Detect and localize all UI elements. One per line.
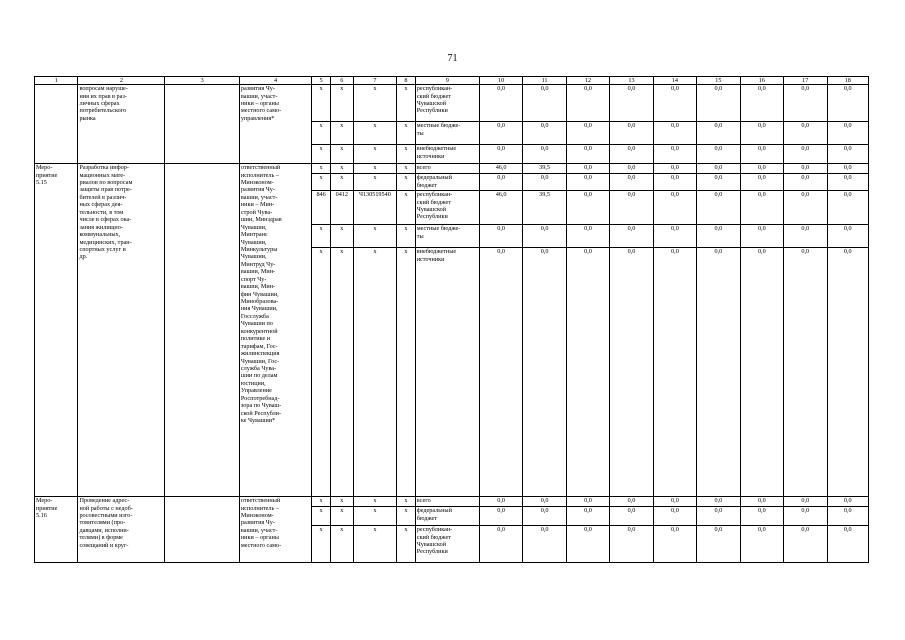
header-cell: 8 xyxy=(397,77,416,85)
value-cell: 0,0 xyxy=(740,85,783,122)
executor-cell: ответственный исполнитель – Минэконом- развития Чу- вашии, участ- ники – Мин- строй Чува- шии, Минздрав Чувашии, Минтранс Чувашии, Минкультуры Чувашии, Минтруд Чу- вашии, Мин- спорт Чу- вашии, Мин- фин Чувашии, Минобразова- ния Чувашии, Госслужба Чувашии по конкурентной политике и тарифам, Гос- жилинспекция Чувашии, Гос- служба Чува- шии по делам юстиции, Управление Роспотребнад- зора по Чуваш- ской Республи- ке Чувашии* xyxy=(239,164,311,497)
value-cell: 0,0 xyxy=(827,145,869,164)
expense-group-cell: x xyxy=(397,526,416,563)
value-cell: 0,0 xyxy=(784,145,827,164)
funding-source-cell: республикан- ский бюджет Чувашской Республики xyxy=(415,191,479,225)
target-article-cell: x xyxy=(353,85,396,122)
expense-group-cell: x xyxy=(397,174,416,191)
target-article-cell: x xyxy=(353,507,396,526)
value-cell: 0,0 xyxy=(827,191,869,225)
section-cell: x xyxy=(330,225,353,248)
target-article-cell: x xyxy=(353,164,396,174)
value-cell: 0,0 xyxy=(479,174,522,191)
value-cell: 39,5 xyxy=(523,191,566,225)
value-cell: 0,0 xyxy=(566,85,609,122)
value-cell: 0,0 xyxy=(566,191,609,225)
value-cell: 0,0 xyxy=(697,225,740,248)
value-cell: 0,0 xyxy=(566,164,609,174)
value-cell: 0,0 xyxy=(479,122,522,145)
value-cell: 0,0 xyxy=(784,85,827,122)
funding-source-cell: всего xyxy=(415,164,479,174)
expense-group-cell: x xyxy=(397,85,416,122)
col3-cell xyxy=(165,497,240,563)
value-cell: 0,0 xyxy=(566,225,609,248)
value-cell: 0,0 xyxy=(653,164,696,174)
header-cell: 13 xyxy=(610,77,653,85)
header-cell: 15 xyxy=(697,77,740,85)
value-cell: 0,0 xyxy=(566,497,609,507)
header-cell: 18 xyxy=(827,77,869,85)
value-cell: 0,0 xyxy=(479,497,522,507)
funding-source-cell: местные бюдже- ты xyxy=(415,122,479,145)
header-cell: 7 xyxy=(353,77,396,85)
value-cell: 0,0 xyxy=(697,85,740,122)
value-cell: 0,0 xyxy=(784,526,827,563)
value-cell: 0,0 xyxy=(610,122,653,145)
value-cell: 39,5 xyxy=(523,164,566,174)
measure-id-cell xyxy=(35,85,78,164)
grbs-cell: x xyxy=(312,225,331,248)
value-cell: 0,0 xyxy=(827,174,869,191)
value-cell: 0,0 xyxy=(784,191,827,225)
value-cell: 46,0 xyxy=(479,191,522,225)
table-row xyxy=(35,85,869,122)
target-article-cell: x xyxy=(353,497,396,507)
value-cell: 0,0 xyxy=(566,174,609,191)
target-article-cell: x xyxy=(353,122,396,145)
value-cell: 0,0 xyxy=(610,85,653,122)
target-article-cell: Ч130519540 xyxy=(353,191,396,225)
value-cell: 0,0 xyxy=(740,174,783,191)
header-cell: 16 xyxy=(740,77,783,85)
grbs-cell: x xyxy=(312,526,331,563)
col3-cell xyxy=(165,85,240,164)
value-cell: 0,0 xyxy=(697,145,740,164)
measure-name-cell: вопросам наруше- ния их прав в раз- личных сферах потребительского рынка xyxy=(78,85,165,164)
value-cell: 0,0 xyxy=(479,145,522,164)
value-cell: 0,0 xyxy=(784,225,827,248)
measure-name-cell: Разработка инфор- мационных мате- риалов по вопросам защиты прав потре- бителей в различ- ных сферах дея- тельности, в том числе в сферах ока- зания жилищно- коммунальных, медицинских, тран- спортных услуг и др. xyxy=(78,164,165,497)
expense-group-cell: x xyxy=(397,497,416,507)
value-cell: 0,0 xyxy=(697,174,740,191)
value-cell: 0,0 xyxy=(523,225,566,248)
expense-group-cell: x xyxy=(397,164,416,174)
value-cell: 0,0 xyxy=(784,164,827,174)
value-cell: 0,0 xyxy=(610,191,653,225)
funding-source-cell: федеральный бюджет xyxy=(415,174,479,191)
grbs-cell: x xyxy=(312,248,331,497)
target-article-cell: x xyxy=(353,225,396,248)
value-cell: 0,0 xyxy=(784,174,827,191)
value-cell: 0,0 xyxy=(566,145,609,164)
value-cell: 0,0 xyxy=(610,497,653,507)
value-cell: 0,0 xyxy=(479,248,522,497)
value-cell: 0,0 xyxy=(653,174,696,191)
section-cell: x xyxy=(330,248,353,497)
value-cell: 0,0 xyxy=(653,225,696,248)
value-cell: 0,0 xyxy=(827,164,869,174)
value-cell: 0,0 xyxy=(740,526,783,563)
header-cell: 1 xyxy=(35,77,78,85)
section-cell: x xyxy=(330,122,353,145)
value-cell: 0,0 xyxy=(653,122,696,145)
section-cell: x xyxy=(330,164,353,174)
value-cell: 0,0 xyxy=(827,225,869,248)
funding-source-cell: всего xyxy=(415,497,479,507)
value-cell: 0,0 xyxy=(697,248,740,497)
executor-cell: ответственный исполнитель – Минэконом- развития Чу- вашии, участ- ники – органы местного само- xyxy=(239,497,311,563)
header-cell: 3 xyxy=(165,77,240,85)
value-cell: 0,0 xyxy=(523,248,566,497)
value-cell: 0,0 xyxy=(566,507,609,526)
value-cell: 0,0 xyxy=(653,497,696,507)
header-cell: 5 xyxy=(312,77,331,85)
value-cell: 0,0 xyxy=(827,497,869,507)
target-article-cell: x xyxy=(353,145,396,164)
funding-source-cell: федеральный бюджет xyxy=(415,507,479,526)
value-cell: 0,0 xyxy=(740,507,783,526)
target-article-cell: x xyxy=(353,526,396,563)
value-cell: 0,0 xyxy=(697,164,740,174)
value-cell: 0,0 xyxy=(740,248,783,497)
expense-group-cell: x xyxy=(397,122,416,145)
value-cell: 0,0 xyxy=(610,248,653,497)
value-cell: 0,0 xyxy=(610,507,653,526)
funding-source-cell: республикан- ский бюджет Чувашской Республики xyxy=(415,526,479,563)
measure-id-cell: Меро- приятие 5.15 xyxy=(35,164,78,497)
table-row xyxy=(35,497,869,507)
value-cell: 0,0 xyxy=(653,507,696,526)
value-cell: 0,0 xyxy=(523,174,566,191)
grbs-cell: x xyxy=(312,122,331,145)
grbs-cell: x xyxy=(312,164,331,174)
section-cell: x xyxy=(330,174,353,191)
header-cell: 6 xyxy=(330,77,353,85)
value-cell: 0,0 xyxy=(566,526,609,563)
grbs-cell: x xyxy=(312,145,331,164)
value-cell: 0,0 xyxy=(653,145,696,164)
value-cell: 0,0 xyxy=(827,85,869,122)
measure-id-cell: Меро- приятие 5.16 xyxy=(35,497,78,563)
value-cell: 0,0 xyxy=(784,507,827,526)
funding-source-cell: республикан- ский бюджет Чувашской Республики xyxy=(415,85,479,122)
value-cell: 0,0 xyxy=(697,191,740,225)
header-cell: 17 xyxy=(784,77,827,85)
expense-group-cell: x xyxy=(397,507,416,526)
value-cell: 0,0 xyxy=(610,174,653,191)
target-article-cell: x xyxy=(353,174,396,191)
header-row xyxy=(35,77,869,85)
grbs-cell: x xyxy=(312,507,331,526)
value-cell: 0,0 xyxy=(784,497,827,507)
value-cell: 0,0 xyxy=(784,248,827,497)
funding-source-cell: внебюджетные источники xyxy=(415,248,479,497)
section-cell: x xyxy=(330,526,353,563)
grbs-cell: x xyxy=(312,85,331,122)
value-cell: 0,0 xyxy=(479,526,522,563)
section-cell: x xyxy=(330,145,353,164)
funding-source-cell: внебюджетные источники xyxy=(415,145,479,164)
value-cell: 0,0 xyxy=(610,526,653,563)
page-number: 71 xyxy=(447,53,458,64)
executor-cell: развития Чу- вашии, участ- ники – органы местного само- управления* xyxy=(239,85,311,164)
col3-cell xyxy=(165,164,240,497)
value-cell: 0,0 xyxy=(523,85,566,122)
header-cell: 14 xyxy=(653,77,696,85)
value-cell: 46,0 xyxy=(479,164,522,174)
target-article-cell: x xyxy=(353,248,396,497)
value-cell: 0,0 xyxy=(523,145,566,164)
header-cell: 2 xyxy=(78,77,165,85)
expense-group-cell: x xyxy=(397,191,416,225)
measure-name-cell: Проведение адрес- ной работы с недоб- росовестными изго- товителями (про- давцами, исполни- телями) в форме совещаний и круг- xyxy=(78,497,165,563)
header-cell: 12 xyxy=(566,77,609,85)
budget-table xyxy=(34,76,869,563)
funding-source-cell: местные бюдже- ты xyxy=(415,225,479,248)
grbs-cell: x xyxy=(312,174,331,191)
value-cell: 0,0 xyxy=(523,526,566,563)
value-cell: 0,0 xyxy=(653,248,696,497)
section-cell: 0412 xyxy=(330,191,353,225)
value-cell: 0,0 xyxy=(523,497,566,507)
expense-group-cell: x xyxy=(397,225,416,248)
value-cell: 0,0 xyxy=(784,122,827,145)
grbs-cell: x xyxy=(312,497,331,507)
header-cell: 10 xyxy=(479,77,522,85)
value-cell: 0,0 xyxy=(740,164,783,174)
value-cell: 0,0 xyxy=(653,526,696,563)
value-cell: 0,0 xyxy=(740,191,783,225)
value-cell: 0,0 xyxy=(523,507,566,526)
value-cell: 0,0 xyxy=(566,122,609,145)
value-cell: 0,0 xyxy=(697,507,740,526)
value-cell: 0,0 xyxy=(827,122,869,145)
value-cell: 0,0 xyxy=(653,191,696,225)
section-cell: x xyxy=(330,507,353,526)
value-cell: 0,0 xyxy=(523,122,566,145)
value-cell: 0,0 xyxy=(479,85,522,122)
grbs-cell: 846 xyxy=(312,191,331,225)
value-cell: 0,0 xyxy=(479,507,522,526)
value-cell: 0,0 xyxy=(610,225,653,248)
value-cell: 0,0 xyxy=(610,164,653,174)
value-cell: 0,0 xyxy=(740,122,783,145)
value-cell: 0,0 xyxy=(827,248,869,497)
section-cell: x xyxy=(330,85,353,122)
value-cell: 0,0 xyxy=(610,145,653,164)
section-cell: x xyxy=(330,497,353,507)
header-cell: 4 xyxy=(239,77,311,85)
value-cell: 0,0 xyxy=(697,526,740,563)
header-cell: 11 xyxy=(523,77,566,85)
value-cell: 0,0 xyxy=(653,85,696,122)
value-cell: 0,0 xyxy=(740,145,783,164)
value-cell: 0,0 xyxy=(697,122,740,145)
value-cell: 0,0 xyxy=(740,497,783,507)
value-cell: 0,0 xyxy=(827,526,869,563)
expense-group-cell: x xyxy=(397,145,416,164)
value-cell: 0,0 xyxy=(827,507,869,526)
expense-group-cell: x xyxy=(397,248,416,497)
value-cell: 0,0 xyxy=(697,497,740,507)
value-cell: 0,0 xyxy=(740,225,783,248)
table-row xyxy=(35,164,869,174)
value-cell: 0,0 xyxy=(566,248,609,497)
header-cell: 9 xyxy=(415,77,479,85)
value-cell: 0,0 xyxy=(479,225,522,248)
